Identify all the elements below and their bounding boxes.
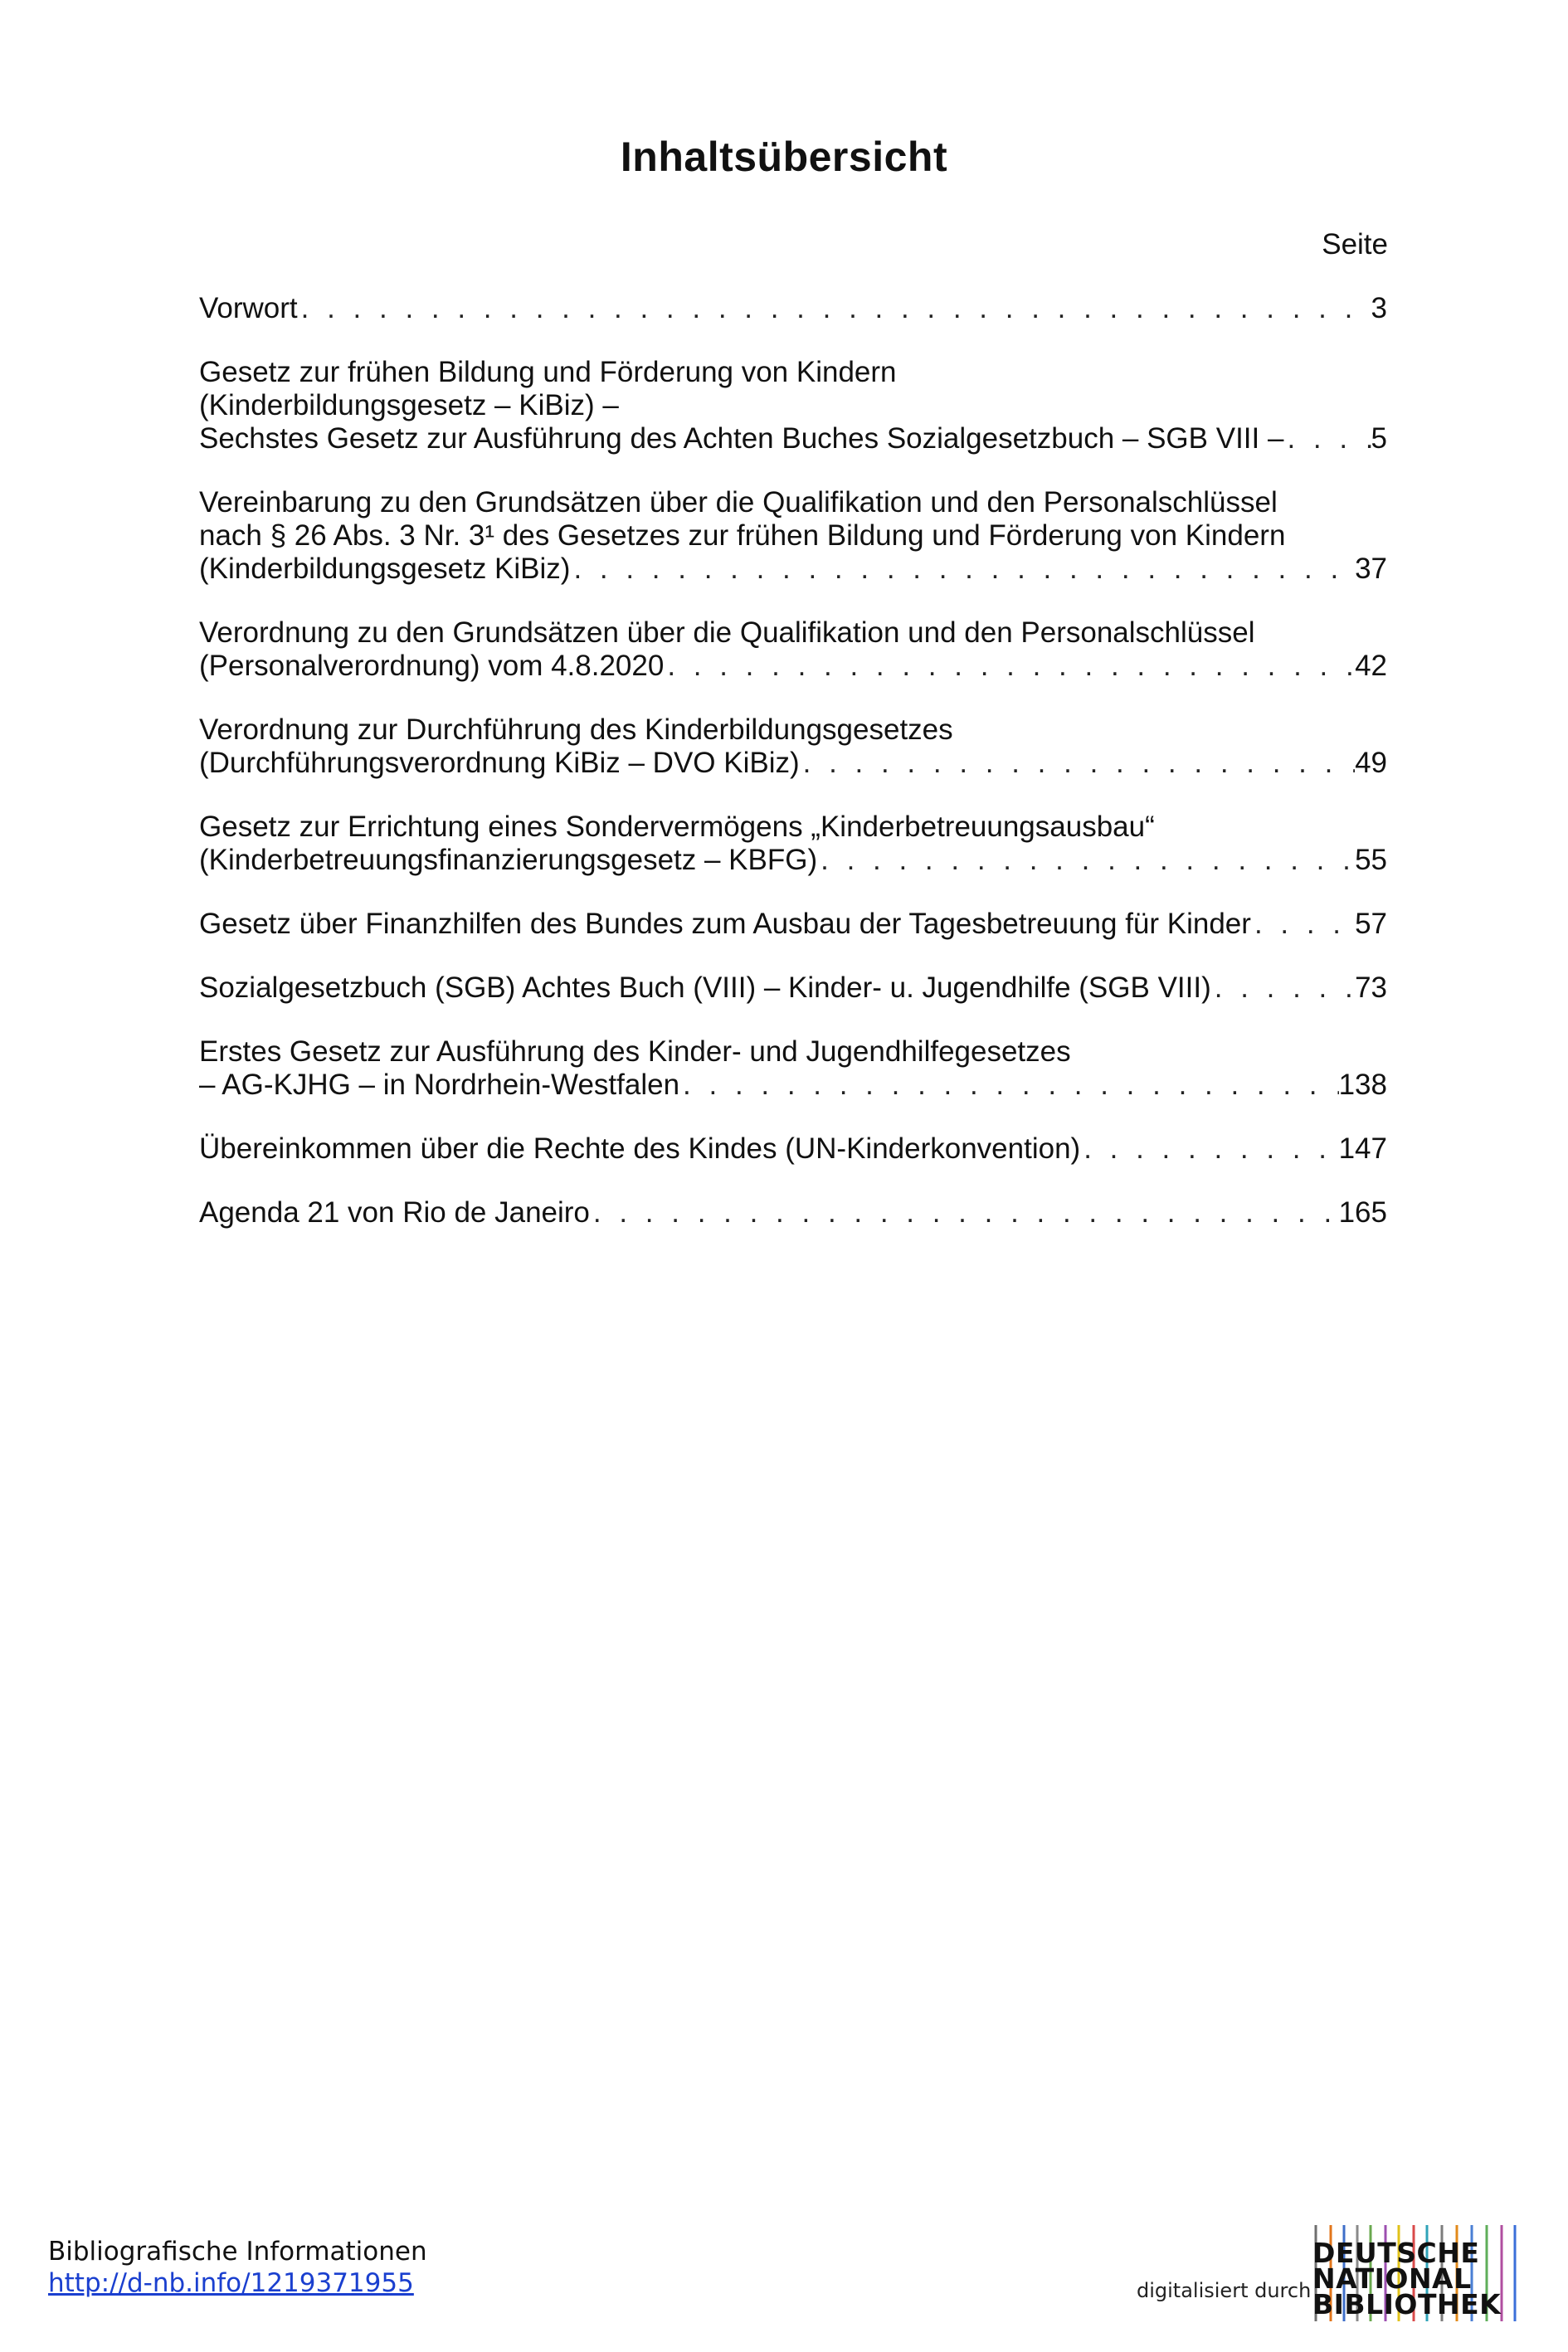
toc-entry[interactable] [199, 292, 1387, 325]
toc-entry-final-line [199, 971, 1387, 1005]
toc-entry-page-number: 5 [1371, 422, 1387, 455]
dnb-logo-text [1312, 2237, 1502, 2320]
toc-entry-page-number: 147 [1338, 1132, 1387, 1165]
toc-entry-page-number: 49 [1355, 747, 1387, 779]
dnb-logo-line: DEUTSCHE [1312, 2237, 1480, 2269]
toc-entry-page-number: 3 [1371, 292, 1387, 324]
toc-entry-title: (Durchführungsverordnung KiBiz – DVO KiBiz) [199, 747, 800, 779]
toc-entry-final-line [199, 1132, 1387, 1166]
toc-entry-title: (Kinderbetreuungsfinanzierungsgesetz – KBFG) [199, 844, 818, 876]
toc-entry-final-line [199, 422, 1387, 455]
dnb-logo [1311, 2223, 1518, 2323]
toc-entry-line: Verordnung zu den Grundsätzen über die Qualifikation und den Personalschlüssel [199, 616, 1255, 649]
toc-entry-final-line [199, 1196, 1387, 1230]
toc-entry-title: (Kinderbildungsgesetz KiBiz) [199, 553, 571, 585]
page-column-header: Seite [1322, 228, 1388, 261]
toc-entry[interactable] [199, 1132, 1387, 1166]
toc-entry-line: Erstes Gesetz zur Ausführung des Kinder- und Jugendhilfegesetzes [199, 1035, 1071, 1068]
dot-leader [800, 747, 1355, 780]
table-of-contents [199, 292, 1387, 1260]
toc-entry-line: Vereinbarung zu den Grundsätzen über die Qualifikation und den Personalschlüssel [199, 486, 1278, 519]
toc-entry[interactable] [199, 616, 1387, 683]
dot-leader [817, 844, 1355, 877]
toc-entry-line: (Kinderbildungsgesetz – KiBiz) – [199, 389, 619, 421]
toc-entry[interactable] [199, 908, 1387, 941]
toc-entry[interactable] [199, 811, 1387, 877]
toc-entry-title: Vorwort [199, 292, 298, 324]
toc-entry-title: Sechstes Gesetz zur Ausführung des Achten Buches Sozialgesetzbuch – SGB VIII – [199, 422, 1284, 455]
toc-entry[interactable] [199, 713, 1387, 780]
dot-leader [1211, 971, 1355, 1005]
toc-entry[interactable] [199, 1196, 1387, 1230]
toc-entry-final-line [199, 844, 1387, 877]
toc-entry[interactable] [199, 486, 1387, 586]
bibliographic-info [48, 2236, 427, 2299]
toc-entry-final-line [199, 908, 1387, 941]
toc-entry-title: Übereinkommen über die Rechte des Kindes (UN-Kinderkonvention) [199, 1132, 1081, 1165]
toc-entry-page-number: 165 [1338, 1196, 1387, 1229]
toc-entry-page-number: 138 [1338, 1069, 1387, 1101]
bibliographic-info-label: Bibliografische Informationen [48, 2237, 427, 2267]
dot-leader [664, 650, 1355, 683]
bibliographic-info-link[interactable]: http://d-nb.info/1219371955 [48, 2268, 414, 2298]
dot-leader [298, 292, 1371, 325]
toc-entry-line: Gesetz zur Errichtung eines Sondervermögens „Kinderbetreuungsausbau“ [199, 811, 1155, 843]
toc-entry-line: Verordnung zur Durchführung des Kinderbildungsgesetzes [199, 713, 953, 746]
toc-entry-title: (Personalverordnung) vom 4.8.2020 [199, 650, 665, 682]
digitized-by-label: digitalisiert durch [1137, 2279, 1312, 2302]
toc-entry-page-number: 55 [1355, 844, 1387, 876]
toc-entry-title: – AG-KJHG – in Nordrhein-Westfalen [199, 1069, 680, 1101]
toc-entry-page-number: 57 [1355, 908, 1387, 940]
page-title: Inhaltsübersicht [620, 134, 948, 180]
dot-leader [1080, 1132, 1338, 1166]
toc-entry-line: Gesetz zur frühen Bildung und Förderung von Kindern [199, 356, 897, 388]
toc-entry-line: nach § 26 Abs. 3 Nr. 3¹ des Gesetzes zur frühen Bildung und Förderung von Kindern [199, 519, 1286, 552]
dnb-logo-line: BIBLIOTHEK [1312, 2288, 1502, 2320]
dot-leader [590, 1196, 1339, 1230]
toc-entry-title: Gesetz über Finanzhilfen des Bundes zum Ausbau der Tagesbetreuung für Kinder [199, 908, 1251, 940]
toc-entry-final-line [199, 292, 1387, 325]
dnb-logo-line: NATIONAL [1312, 2262, 1472, 2295]
dot-leader [679, 1069, 1339, 1102]
toc-entry[interactable] [199, 356, 1387, 455]
toc-entry-final-line [199, 553, 1387, 586]
toc-entry-title: Agenda 21 von Rio de Janeiro [199, 1196, 590, 1229]
dot-leader [1251, 908, 1355, 941]
toc-entry-title: Sozialgesetzbuch (SGB) Achtes Buch (VIII) – Kinder- u. Jugendhilfe (SGB VIII) [199, 971, 1211, 1004]
toc-entry-page-number: 73 [1355, 971, 1387, 1004]
toc-entry-final-line [199, 650, 1387, 683]
toc-entry-final-line [199, 1069, 1387, 1102]
toc-entry-page-number: 37 [1355, 553, 1387, 585]
toc-entry-page-number: 42 [1355, 650, 1387, 682]
dot-leader [1283, 422, 1371, 455]
toc-entry-final-line [199, 747, 1387, 780]
toc-entry[interactable] [199, 1035, 1387, 1102]
toc-entry[interactable] [199, 971, 1387, 1005]
dot-leader [570, 553, 1355, 586]
